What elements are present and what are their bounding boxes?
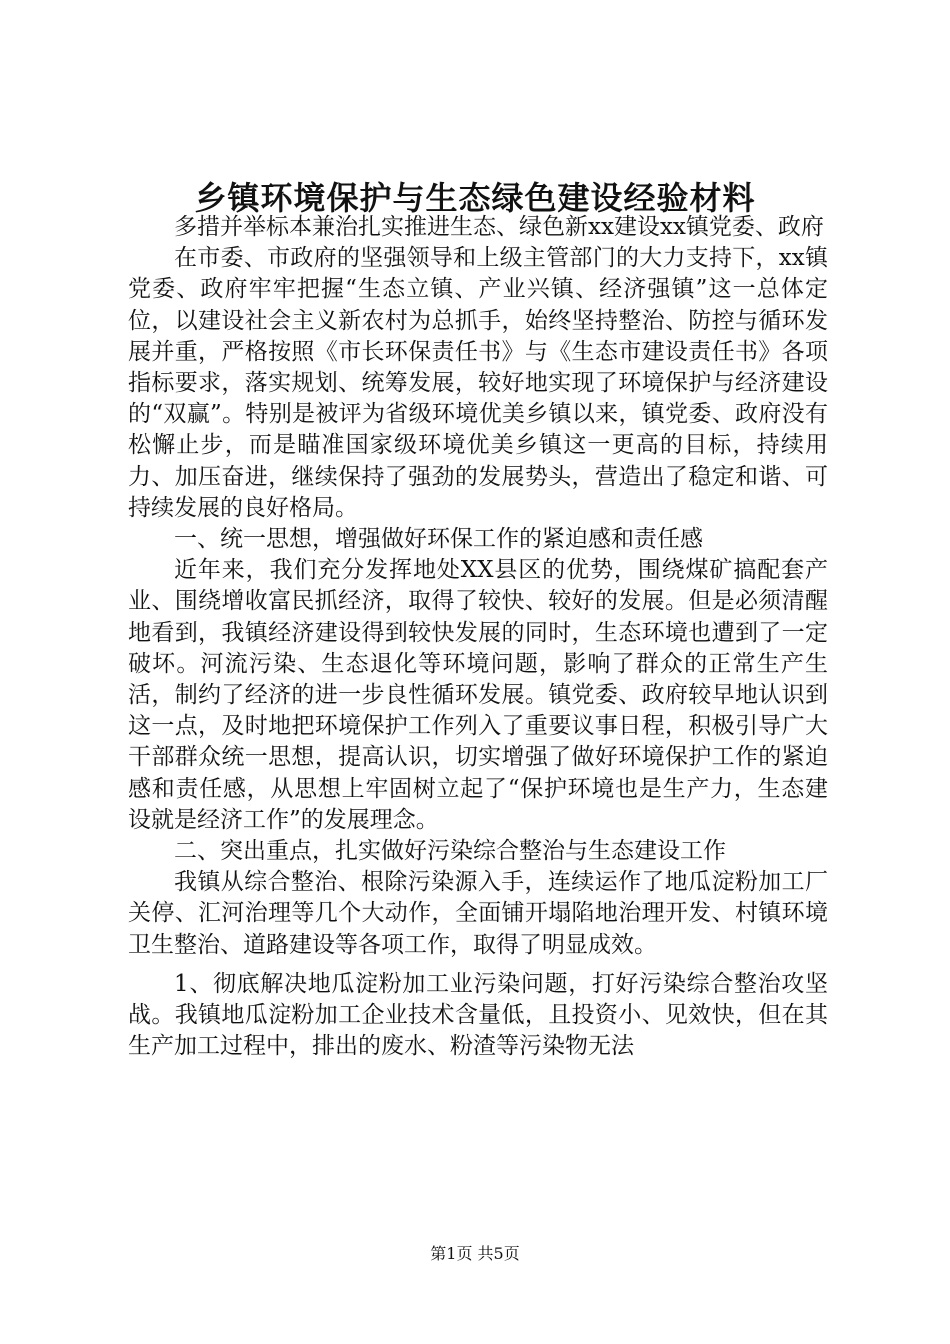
document-body bbox=[128, 212, 828, 1062]
section-heading-2: 二、突出重点，扎实做好污染综合整治与生态建设工作 bbox=[174, 838, 726, 865]
paragraph-intro: 在市委、市政府的坚强领导和上级主管部门的大力支持下，xx镇党委、政府牢牢把握“生态立镇、产业兴镇、经济强镇”这一总体定位，以建设社会主义新农村为总抓手，始终坚持整治、防控与循环发展并重，严格按照《市长环保责任书》与《生态市建设责任书》各项指标要求，落实规划、统筹发展，较好地实现了环境保护与经济建设的“双赢”。特别是被评为省级环境优美乡镇以来，镇党委、政府没有松懈止步，而是瞄准国家级环境优美乡镇这一更高的目标，持续用力、加压奋进，继续保持了强劲的发展势头，营造出了稳定和谐、可持续发展的良好格局。 bbox=[128, 245, 828, 521]
page-footer: 第1页 共5页 bbox=[430, 1244, 520, 1263]
document-title: 乡镇环境保护与生态绿色建设经验材料 bbox=[194, 179, 756, 217]
paragraph-subtitle: 多措并举标本兼治扎实推进生态、绿色新xx建设xx镇党委、政府 bbox=[174, 214, 824, 240]
paragraph-section-1: 近年来，我们充分发挥地处XX县区的优势，围绕煤矿搞配套产业、围绕增收富民抓经济，取得了较快、较好的发展。但是必须清醒地看到，我镇经济建设得到较快发展的同时，生态环境也遭到了一定破坏。河流污染、生态退化等环境问题，影响了群众的正常生产生活，制约了经济的进一步良性循环发展。镇党委、政府较早地认识到这一点，及时地把环境保护工作列入了重要议事日程，积极引导广大干部群众统一思想，提高认识，切实增强了做好环境保护工作的紧迫感和责任感，从思想上牢固树立起了“保护环境也是生产力，生态建设就是经济工作”的发展理念。 bbox=[128, 557, 828, 833]
section-heading-1: 一、统一思想，增强做好环保工作的紧迫感和责任感 bbox=[174, 526, 703, 553]
paragraph-section-2: 我镇从综合整治、根除污染源入手，连续运作了地瓜淀粉加工厂关停、汇河治理等几个大动作，全面铺开塌陷地治理开发、村镇环境卫生整治、道路建设等各项工作，取得了明显成效。 bbox=[128, 869, 828, 958]
paragraph-item-1: 1、彻底解决地瓜淀粉加工业污染问题，打好污染综合整治攻坚战。我镇地瓜淀粉加工企业技术含量低，且投资小、见效快，但在其生产加工过程中，排出的废水、粉渣等污染物无法 bbox=[128, 970, 828, 1060]
